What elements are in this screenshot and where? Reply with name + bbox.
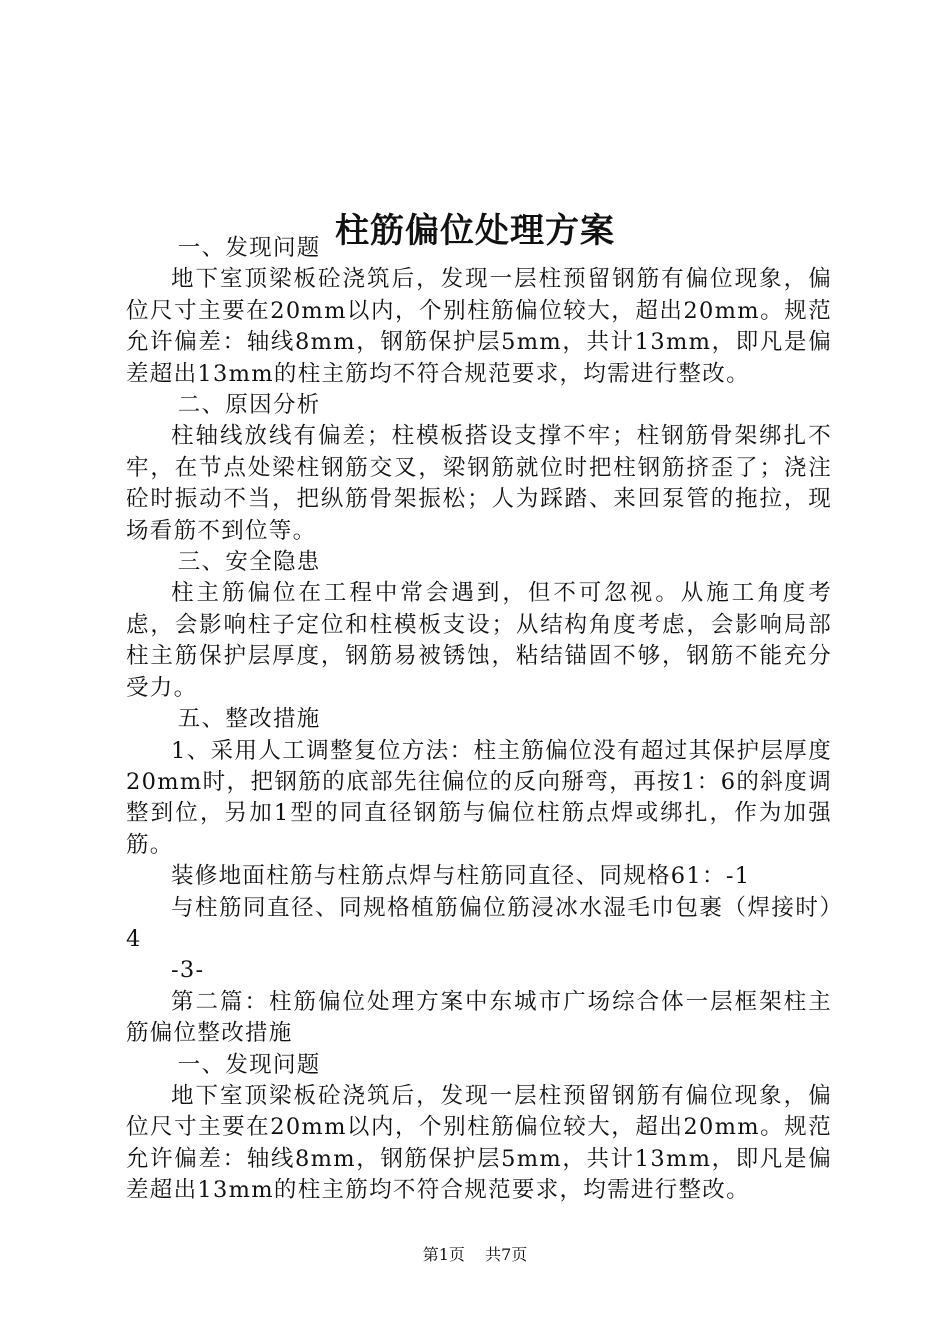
document-title: 柱筋偏位处理方案: [335, 210, 615, 251]
document-body: [126, 233, 832, 1207]
paragraph-risk: 柱主筋偏位在工程中常会遇到，但不可忽视。从施工角度考虑，会影响柱子定位和柱模板支设；从结构角度考虑，会影响局部柱主筋保护层厚度，钢筋易被锈蚀，粘结锚固不够，钢筋不能充分受力。: [126, 580, 832, 701]
paragraph-figure-label-1: 装修地面柱筋与柱筋点焊与柱筋同直径、同规格61：-1: [171, 863, 751, 890]
section-heading-risk: 三、安全隐患: [177, 549, 321, 576]
page-number-total: 共7页: [485, 1245, 528, 1264]
paragraph-cause: 柱轴线放线有偏差；柱模板搭设支撑不牢；柱钢筋骨架绑扎不牢，在节点处梁柱钢筋交叉，梁钢筋就位时把柱钢筋挤歪了；浇注砼时振动不当，把纵筋骨架振松；人为踩踏、来回泵管的拖拉，现场看筋不到位等。: [126, 423, 832, 544]
section-heading-measures: 五、整改措施: [177, 706, 321, 733]
paragraph-figure-label-2: 与柱筋同直径、同规格植筋偏位筋浸冰水湿毛巾包裹（焊接时）4: [126, 894, 832, 952]
section-heading-cause: 二、原因分析: [177, 392, 321, 419]
paragraph-part-two-title: 第二篇：柱筋偏位处理方案中东城市广场综合体一层框架柱主筋偏位整改措施: [126, 988, 832, 1047]
paragraph-figure-number: -3-: [171, 957, 205, 984]
section-heading-discover: 一、发现问题: [177, 235, 321, 261]
section-heading-discover-2: 一、发现问题: [177, 1051, 321, 1078]
paragraph-discover: 地下室顶梁板砼浇筑后，发现一层柱预留钢筋有偏位现象，偏位尺寸主要在20mm以内，个别柱筋偏位较大，超出20mm。规范允许偏差：轴线8mm，钢筋保护层5mm，共计13mm，即凡是偏差超出13mm的柱主筋均不符合规范要求，均需进行整改。: [126, 266, 832, 387]
page-number-current: 第1页: [422, 1245, 465, 1264]
paragraph-discover-2: 地下室顶梁板砼浇筑后，发现一层柱预留钢筋有偏位现象，偏位尺寸主要在20mm以内，个别柱筋偏位较大，超出20mm。规范允许偏差：轴线8mm，钢筋保护层5mm，共计13mm，即凡是偏差超出13mm的柱主筋均不符合规范要求，均需进行整改。: [126, 1082, 832, 1204]
page-footer: [0, 1244, 950, 1266]
paragraph-measures: 1、采用人工调整复位方法：柱主筋偏位没有超过其保护层厚度20mm时，把钢筋的底部先往偏位的反向掰弯，再按1：6的斜度调整到位，另加1型的同直径钢筋与偏位柱筋点焊或绑扎，作为加强筋。: [126, 737, 832, 858]
